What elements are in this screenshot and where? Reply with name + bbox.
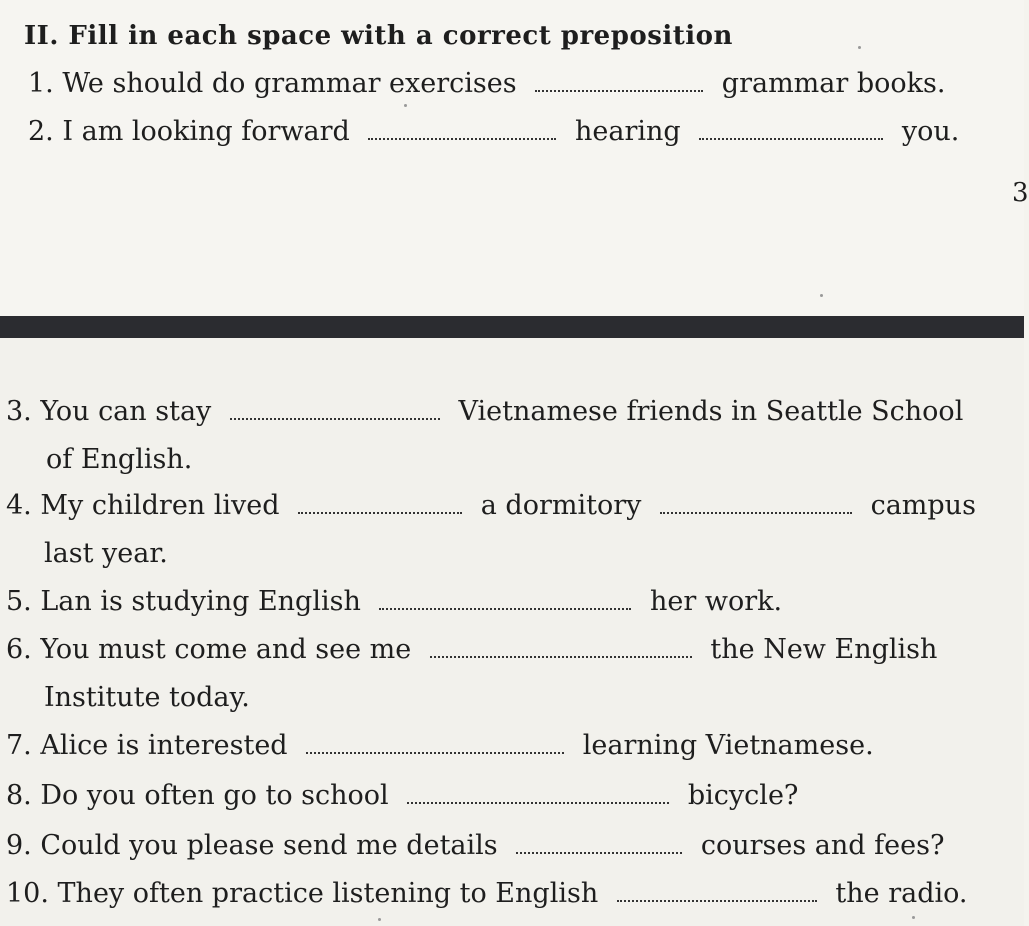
- item-text: hearing: [575, 116, 681, 147]
- item-text: courses and fees?: [700, 830, 945, 861]
- item-text: campus: [870, 490, 976, 521]
- section-title: II. Fill in each space with a correct preposition: [24, 21, 733, 51]
- exercise-item-1: [28, 68, 945, 100]
- item-text: her work.: [650, 586, 783, 617]
- paper-speck: [912, 916, 915, 919]
- blank-4a[interactable]: [298, 490, 462, 514]
- item-number: 4.: [6, 490, 32, 521]
- exercise-item-9: [6, 830, 944, 862]
- item-number: 1.: [28, 68, 54, 99]
- item-number: 5.: [6, 586, 32, 617]
- item-text: Do you often go to school: [40, 780, 389, 811]
- paper-speck: [378, 918, 381, 921]
- item-number: 2.: [28, 116, 54, 147]
- exercise-item-6: [6, 634, 937, 666]
- item-text: They often practice listening to English: [57, 878, 599, 909]
- item-text: Alice is interested: [40, 730, 288, 761]
- item-number: 10.: [6, 878, 49, 909]
- exercise-item-4: [6, 490, 976, 522]
- item-text: My children lived: [40, 490, 280, 521]
- paper-speck: [404, 104, 407, 107]
- item-number: 6.: [6, 634, 32, 665]
- photo-divider-bar: [0, 316, 1024, 338]
- exercise-item-6-continued: Institute today.: [44, 682, 250, 713]
- exercise-item-4-continued: last year.: [44, 538, 168, 569]
- item-text: Could you please send me details: [40, 830, 498, 861]
- item-text: You must come and see me: [40, 634, 412, 665]
- blank-5a[interactable]: [379, 586, 631, 610]
- item-text: We should do grammar exercises: [62, 68, 517, 99]
- exercise-item-8: [6, 780, 798, 812]
- item-text: You can stay: [40, 396, 212, 427]
- item-number: 7.: [6, 730, 32, 761]
- item-number: 3.: [6, 396, 32, 427]
- paper-speck: [820, 294, 823, 297]
- blank-8a[interactable]: [407, 780, 669, 804]
- paper-speck: [858, 46, 861, 49]
- stray-page-mark: 3: [1012, 178, 1029, 208]
- item-number: 9.: [6, 830, 32, 861]
- item-text: the radio.: [835, 878, 968, 909]
- item-text: I am looking forward: [62, 116, 350, 147]
- blank-1a[interactable]: [535, 68, 703, 92]
- blank-10a[interactable]: [617, 878, 817, 902]
- item-text: Vietnamese friends in Seattle School: [458, 396, 964, 427]
- exercise-item-5: [6, 586, 782, 618]
- item-text: a dormitory: [480, 490, 642, 521]
- blank-6a[interactable]: [430, 634, 692, 658]
- item-text: Lan is studying English: [40, 586, 361, 617]
- item-number: 8.: [6, 780, 32, 811]
- exercise-item-2: [28, 116, 959, 148]
- blank-3a[interactable]: [230, 396, 440, 420]
- exercise-item-7: [6, 730, 874, 762]
- exercise-item-10: [6, 878, 968, 910]
- exercise-item-3-continued: of English.: [46, 444, 193, 475]
- item-text: learning Vietnamese.: [582, 730, 874, 761]
- item-text: grammar books.: [721, 68, 946, 99]
- item-text: the New English: [710, 634, 938, 665]
- item-text: you.: [901, 116, 960, 147]
- blank-2b[interactable]: [699, 116, 883, 140]
- blank-2a[interactable]: [368, 116, 556, 140]
- blank-4b[interactable]: [660, 490, 852, 514]
- blank-7a[interactable]: [306, 730, 564, 754]
- item-text: bicycle?: [687, 780, 799, 811]
- blank-9a[interactable]: [516, 830, 682, 854]
- exercise-item-3: [6, 396, 963, 428]
